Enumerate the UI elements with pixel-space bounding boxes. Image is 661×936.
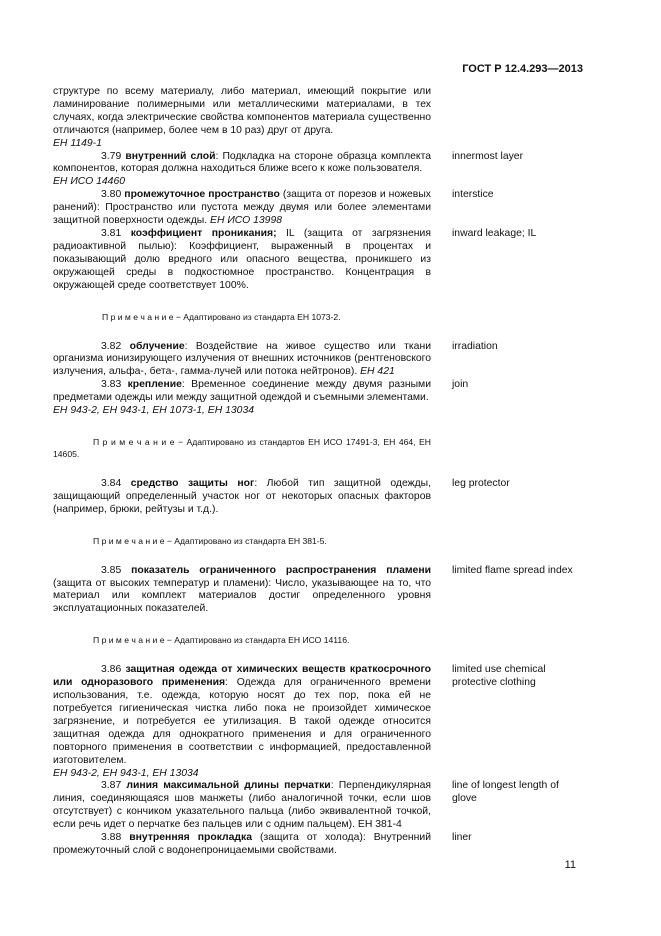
term-name: линия максимальной длины перчатки xyxy=(126,780,331,792)
term-entry: 3.86 защитная одежда от химических веществ краткосрочного или одноразового применения: Одежда для ограниченного времени использования, т.е. одежда, которую носят до тех пор, пока ей не потребуется гигиеническая чистка либо пока не произойдет химическое загрязнение, и потребуется ее утилизация. В такой одежде относится защитная одежда для однократного применения и для ограниченного повторного применения в соответствии с информацией, предоставленной изготовителем. xyxy=(53,664,431,766)
term-name: крепление xyxy=(127,379,182,391)
english-term: limited use chemical protective clothing xyxy=(452,664,546,689)
term-name: показатель ограниченного распространения пламени xyxy=(131,564,431,576)
term-entry: 3.87 линия максимальной длины перчатки: Перпендикулярная линия, соединяющаяся шов манжеты (либо аналогичной точки, если шов отсутствует) с кончиком указательного пальца (либо эквивалентной точкой, если речь идет о перчатке без пальцев или с одним пальцем). ЕН 381-4 xyxy=(53,780,431,831)
term-entry: 3.88 внутренняя прокладка (защита от холода): Внутренний промежуточный слой с водонепроницаемыми свойствами. xyxy=(53,832,432,856)
term-note: П р и м е ч а н и е − Адаптировано из стандартов ЕН ИСО 17491-3, ЕН 464, ЕН 14605. xyxy=(53,436,431,459)
document-header: ГОСТ Р 12.4.293—2013 xyxy=(462,63,583,75)
term-name: коэффициент проникания; xyxy=(130,227,277,239)
english-term: inward leakage; IL xyxy=(452,227,537,239)
term-note: П р и м е ч а н и е − Адаптировано из стандарта ЕН 381-5. xyxy=(93,535,327,546)
intro-ref: ЕН 1149-1 xyxy=(53,137,102,149)
term-entry: 3.82 облучение: Воздействие на живое существо или ткани организма ионизирующего излучения от внешних источников (рентгеновского излучения, альфа-, бета-, гамма-лучей или потока нейтронов). ЕН 421 xyxy=(53,340,432,378)
intro-text: структуре по всему материалу, либо материал, имеющий покрытие или ламинирование полимерными или металлическими материалами, в тех случаях, когда электрические свойства компонентов материала существенно отличаются (например, более чем в 10 раз) друг от друга. xyxy=(53,86,431,136)
term-name: промежуточное пространство xyxy=(124,189,280,201)
term-note: П р и м е ч а н и е − Адаптировано из стандарта ЕН 1073-2. xyxy=(102,311,341,322)
term-ref: ЕН 943-2, ЕН 943-1, ЕН 1073-1, ЕН 13034 xyxy=(53,405,255,417)
english-term: line of longest length of glove xyxy=(452,780,559,805)
term-name: защитная одежда от химических веществ краткосрочного или одноразового применения xyxy=(53,664,431,689)
english-term: innermost layer xyxy=(452,150,524,162)
english-term: liner xyxy=(452,832,472,844)
term-entry: 3.83 крепление: Временное соединение между двумя разными предметами одежды или между защитной одеждой и съемными элементами. xyxy=(53,379,432,404)
term-name: облучение xyxy=(129,340,185,352)
term-entry: 3.79 внутренний слой: Подкладка на стороне образца комплекта компонентов, которая должна находиться ближе всего к коже пользователя. xyxy=(53,150,431,175)
english-term: irradiation xyxy=(452,340,498,352)
term-name: внутренний слой xyxy=(125,150,216,162)
page-number: 11 xyxy=(564,859,576,871)
term-ref: ЕН ИСО 14460 xyxy=(53,176,126,188)
term-ref: ЕН 421 xyxy=(360,366,395,378)
term-ref: ЕН ИСО 13998 xyxy=(210,215,283,227)
term-entry: 3.80 промежуточное пространство (защита от порезов и ножевых ранений): Пространство или пустота между двумя или более элементами защитной поверхности одежды. ЕН ИСО 13998 xyxy=(53,189,431,227)
term-entry: 3.81 коэффициент проникания; IL (защита от загрязнения радиоактивной пылью): Коэффициент, выраженный в процентах и показывающий долю вредного или опасного вещества, проникшего из окружающей среды в подкостюмное пространство. Концентрация в окружающей среде соответствует 100%. xyxy=(53,227,431,291)
english-term: interstice xyxy=(452,189,494,201)
term-ref: ЕН 943-2, ЕН 943-1, ЕН 13034 xyxy=(53,767,199,779)
term-entry: 3.85 показатель ограниченного распространения пламени (защита от высоких температур и пламени): Число, указывающее на то, что материал или комплект материалов достиг определенного уровня эксплуатационных показателей. xyxy=(53,564,431,615)
term-name: средство защиты ног xyxy=(130,477,255,489)
english-term: join xyxy=(452,379,469,391)
english-term: leg protector xyxy=(452,477,510,489)
terms-column xyxy=(53,86,431,858)
term-entry: 3.84 средство защиты ног: Любой тип защитной одежды, защищающий определенный участок ног от некоторых опасных факторов (например, брюки, рейтузы и т.д.). xyxy=(53,477,431,515)
term-name: внутренняя прокладка xyxy=(129,832,253,844)
term-note: П р и м е ч а н и е − Адаптировано из стандарта ЕН ИСО 14116. xyxy=(93,635,350,646)
english-term: limited flame spread index xyxy=(452,564,573,576)
